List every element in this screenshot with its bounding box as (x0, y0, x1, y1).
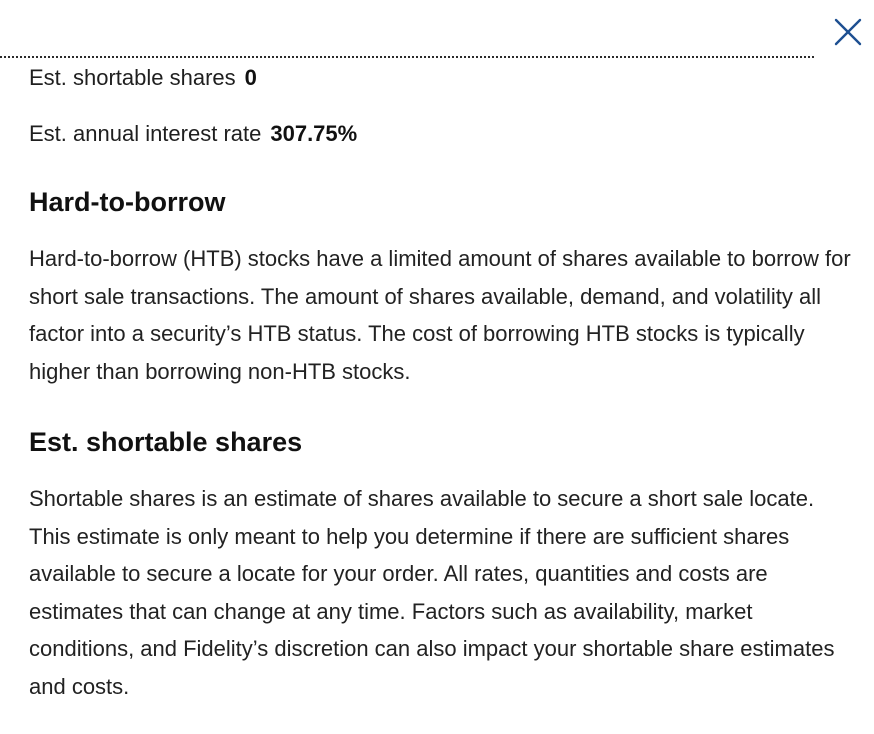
interest-rate-row (29, 118, 859, 150)
interest-rate-value: 307.75% (270, 121, 358, 146)
shortable-shares-description: Shortable shares is an estimate of shares available to secure a short sale locate. This estimate is only meant to help you determine if there are sufficient shares available to secure a locate for your order. All rates, quantities and costs are estimates that can change at any time. Factors such as availability, market conditions, and Fidelity’s discretion can also impact your shortable share estimates and costs. (29, 486, 835, 699)
hard-to-borrow-description: Hard-to-borrow (HTB) stocks have a limited amount of shares available to borrow for short sale transactions. The amount of shares available, demand, and volatility all factor into a security’s HTB status. The cost of borrowing HTB stocks is typically higher than borrowing non-HTB stocks. (29, 246, 851, 384)
shortable-shares-value: 0 (244, 65, 257, 90)
shortable-shares-label: Est. shortable shares (29, 65, 236, 90)
close-button[interactable] (828, 12, 868, 52)
shortable-shares-heading: Est. shortable shares (29, 427, 303, 457)
dialog-content (29, 62, 859, 705)
interest-rate-label: Est. annual interest rate (29, 121, 262, 146)
hard-to-borrow-heading: Hard-to-borrow (29, 187, 226, 217)
shortable-shares-row (29, 62, 859, 94)
header-divider (0, 56, 814, 58)
close-icon (834, 18, 862, 46)
